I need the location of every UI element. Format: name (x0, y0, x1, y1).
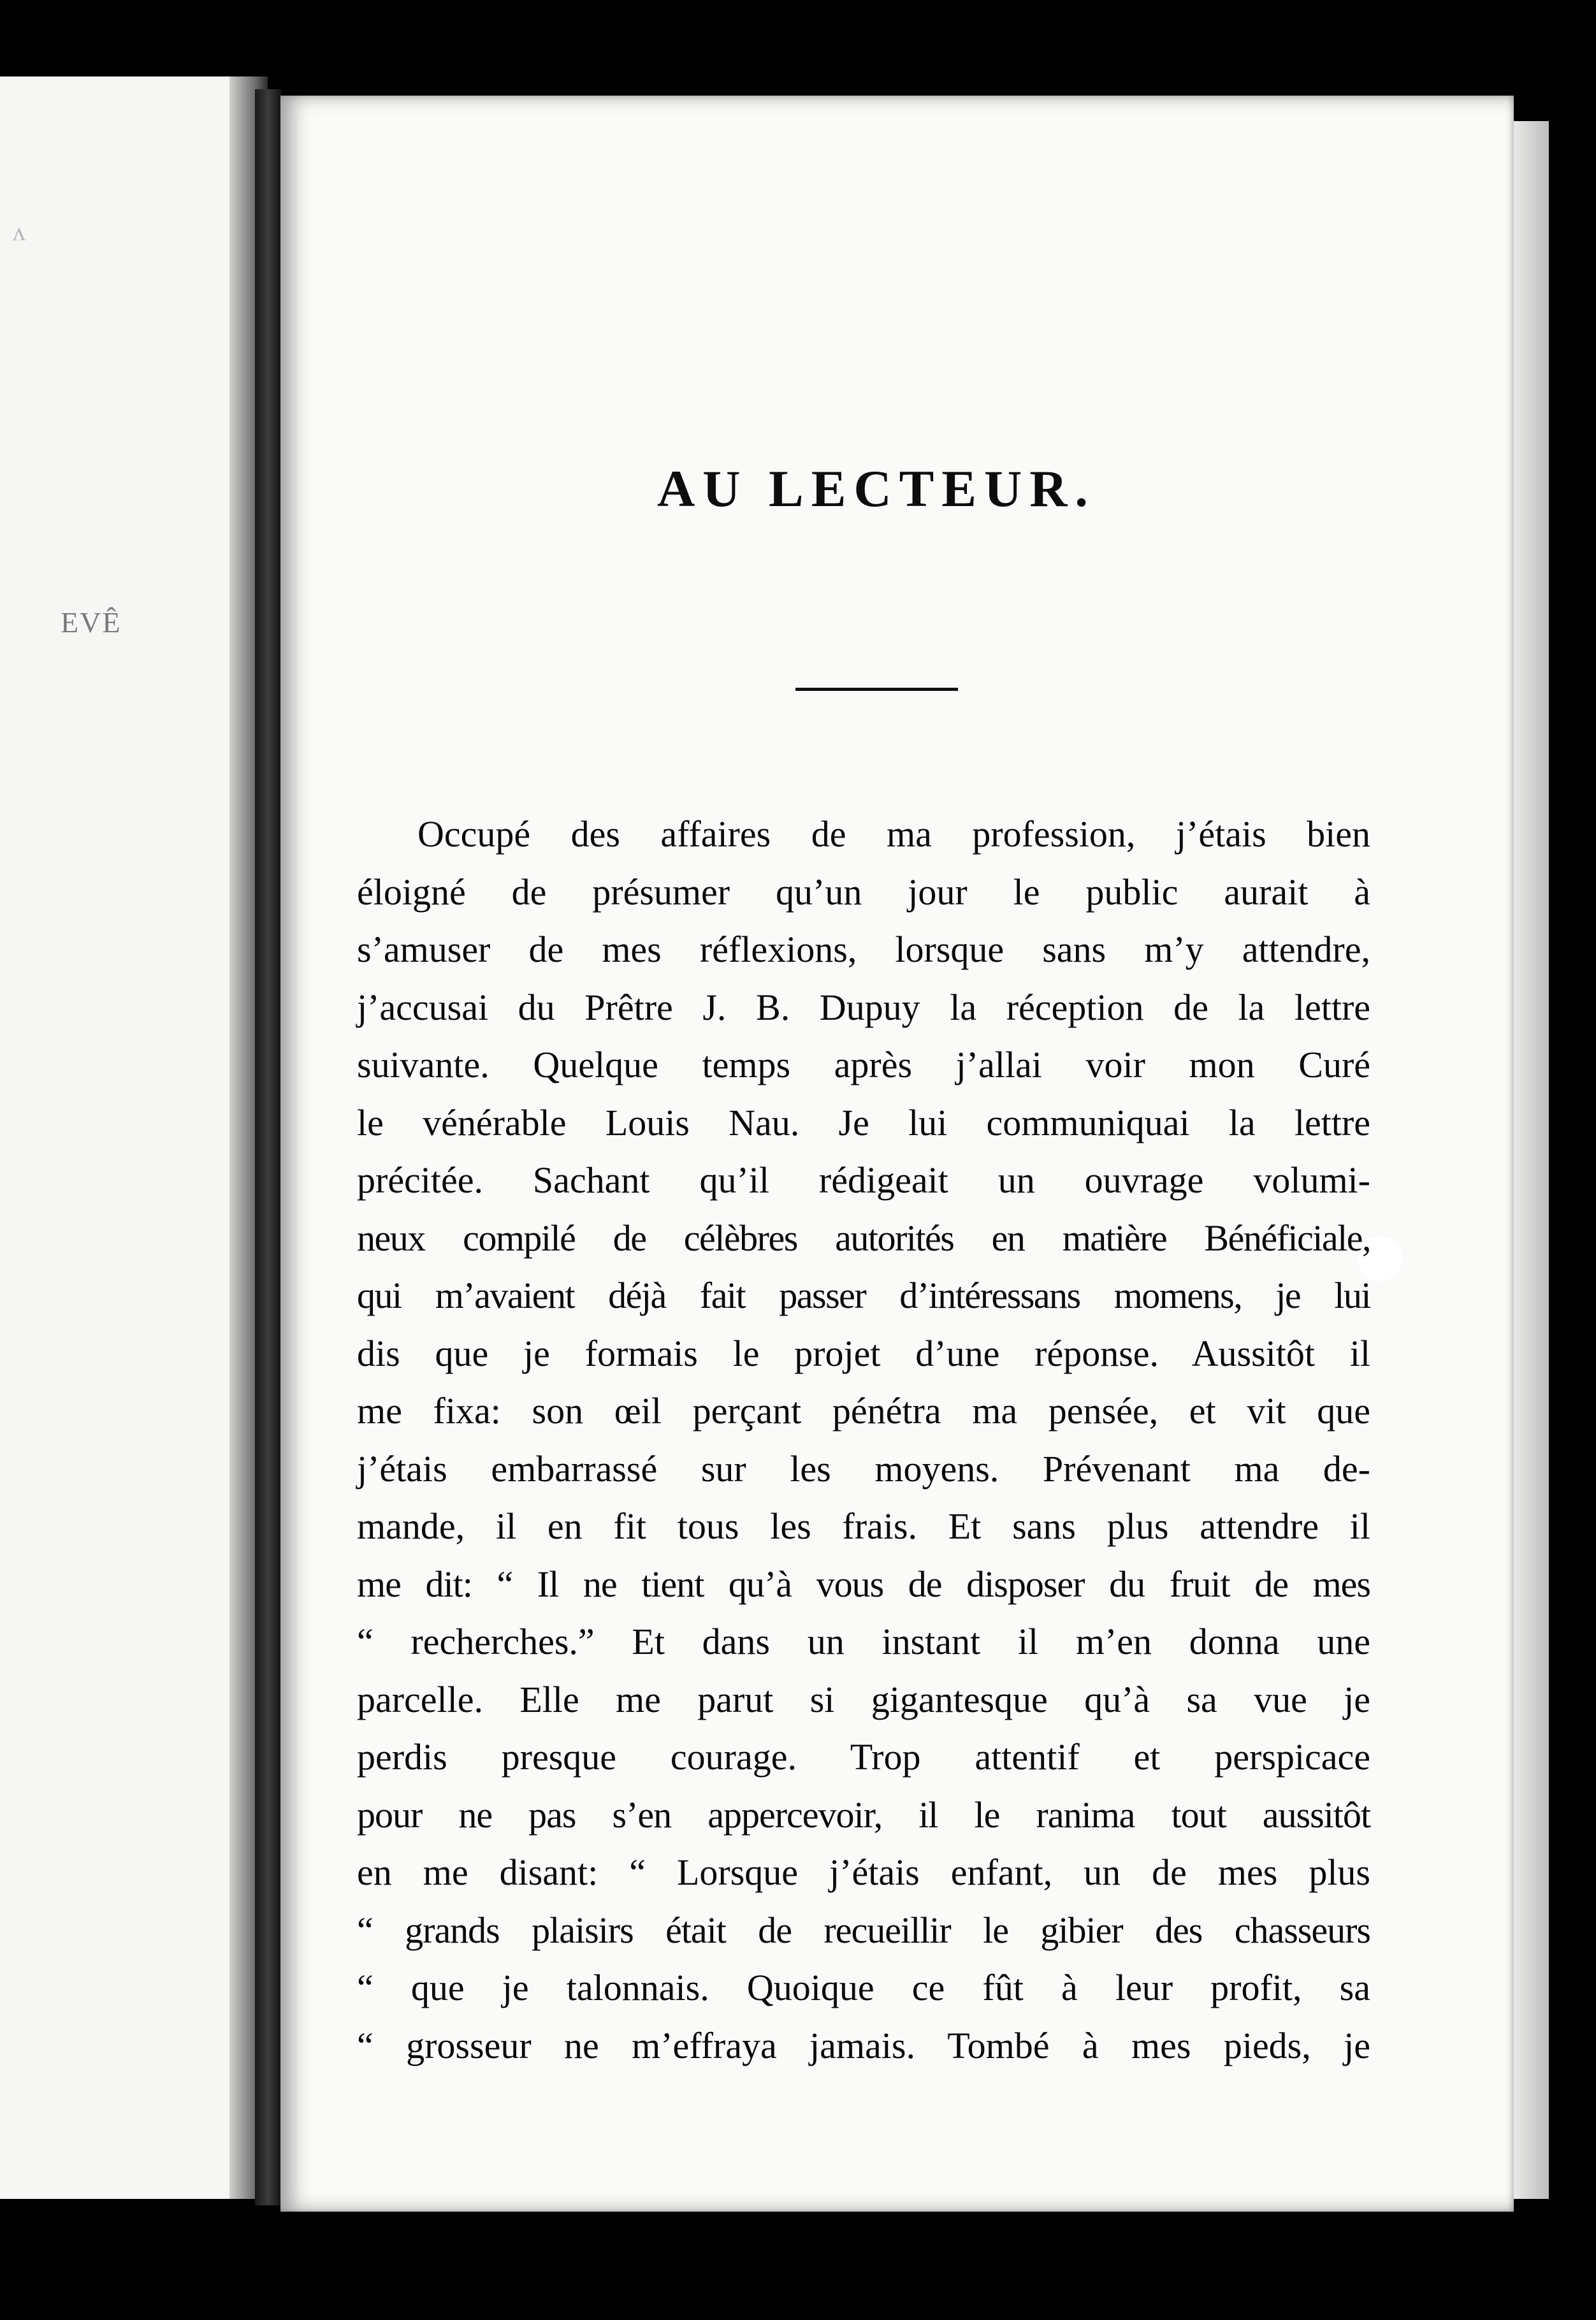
page-content (357, 459, 1370, 2075)
page-edge (1514, 121, 1549, 2199)
text-line: Occupé des affaires de ma profession, j’étais bien (417, 813, 1370, 855)
text-line: mande, il en fit tous les frais. Et sans plus attendre il (357, 1505, 1370, 1547)
text-line: perdis presque courage. Trop attentif et perspicace (357, 1736, 1370, 1778)
text-line: “ recherches.” Et dans un instant il m’en donna une (357, 1621, 1370, 1662)
text-line: éloigné de présumer qu’un jour le public aurait à (357, 871, 1370, 913)
text-line: j’accusai du Prêtre J. B. Dupuy la réception de la lettre (357, 986, 1370, 1028)
book-gutter (255, 89, 282, 2205)
facing-page-fragment: EVÊ (61, 606, 122, 639)
text-line: neux compilé de célèbres autorités en matière Bénéficiale, (357, 1217, 1370, 1259)
facing-page-mark: ʌ (13, 217, 25, 246)
text-line: le vénérable Louis Nau. Je lui communiquai la lettre (357, 1101, 1370, 1143)
text-line: “ que je talonnais. Quoique ce fût à leur profit, sa (357, 1967, 1370, 2008)
facing-page (0, 76, 268, 2199)
text-line: précitée. Sachant qu’il rédigeait un ouvrage volumi- (357, 1159, 1370, 1201)
body-text (357, 806, 1370, 2075)
text-line: suivante. Quelque temps après j’allai voir mon Curé (357, 1044, 1370, 1085)
text-line: parcelle. Elle me parut si gigantesque qu’à sa vue je (357, 1678, 1370, 1720)
text-line: qui m’avaient déjà fait passer d’intéressans momens, je lui (357, 1275, 1370, 1316)
text-line: “ grosseur ne m’effraya jamais. Tombé à mes pieds, je (357, 2024, 1370, 2066)
title-rule (795, 688, 958, 691)
text-line: j’étais embarrassé sur les moyens. Prévenant ma de- (357, 1447, 1370, 1490)
text-line: pour ne pas s’en appercevoir, il le ranima tout aussitôt (357, 1794, 1370, 1836)
text-line: s’amuser de mes réflexions, lorsque sans m’y attendre, (357, 929, 1370, 970)
text-line: “ grands plaisirs était de recueillir le gibier des chasseurs (357, 1909, 1370, 1951)
text-line: me fixa: son œil perçant pénétra ma pensée, et vit que (357, 1390, 1370, 1432)
text-line: me dit: “ Il ne tient qu’à vous de disposer du fruit de mes (357, 1563, 1370, 1605)
text-line: en me disant: “ Lorsque j’étais enfant, un de mes plus (357, 1852, 1370, 1893)
page-title: AU LECTEUR. (657, 460, 1096, 518)
text-line: dis que je formais le projet d’une réponse. Aussitôt il (357, 1332, 1370, 1374)
